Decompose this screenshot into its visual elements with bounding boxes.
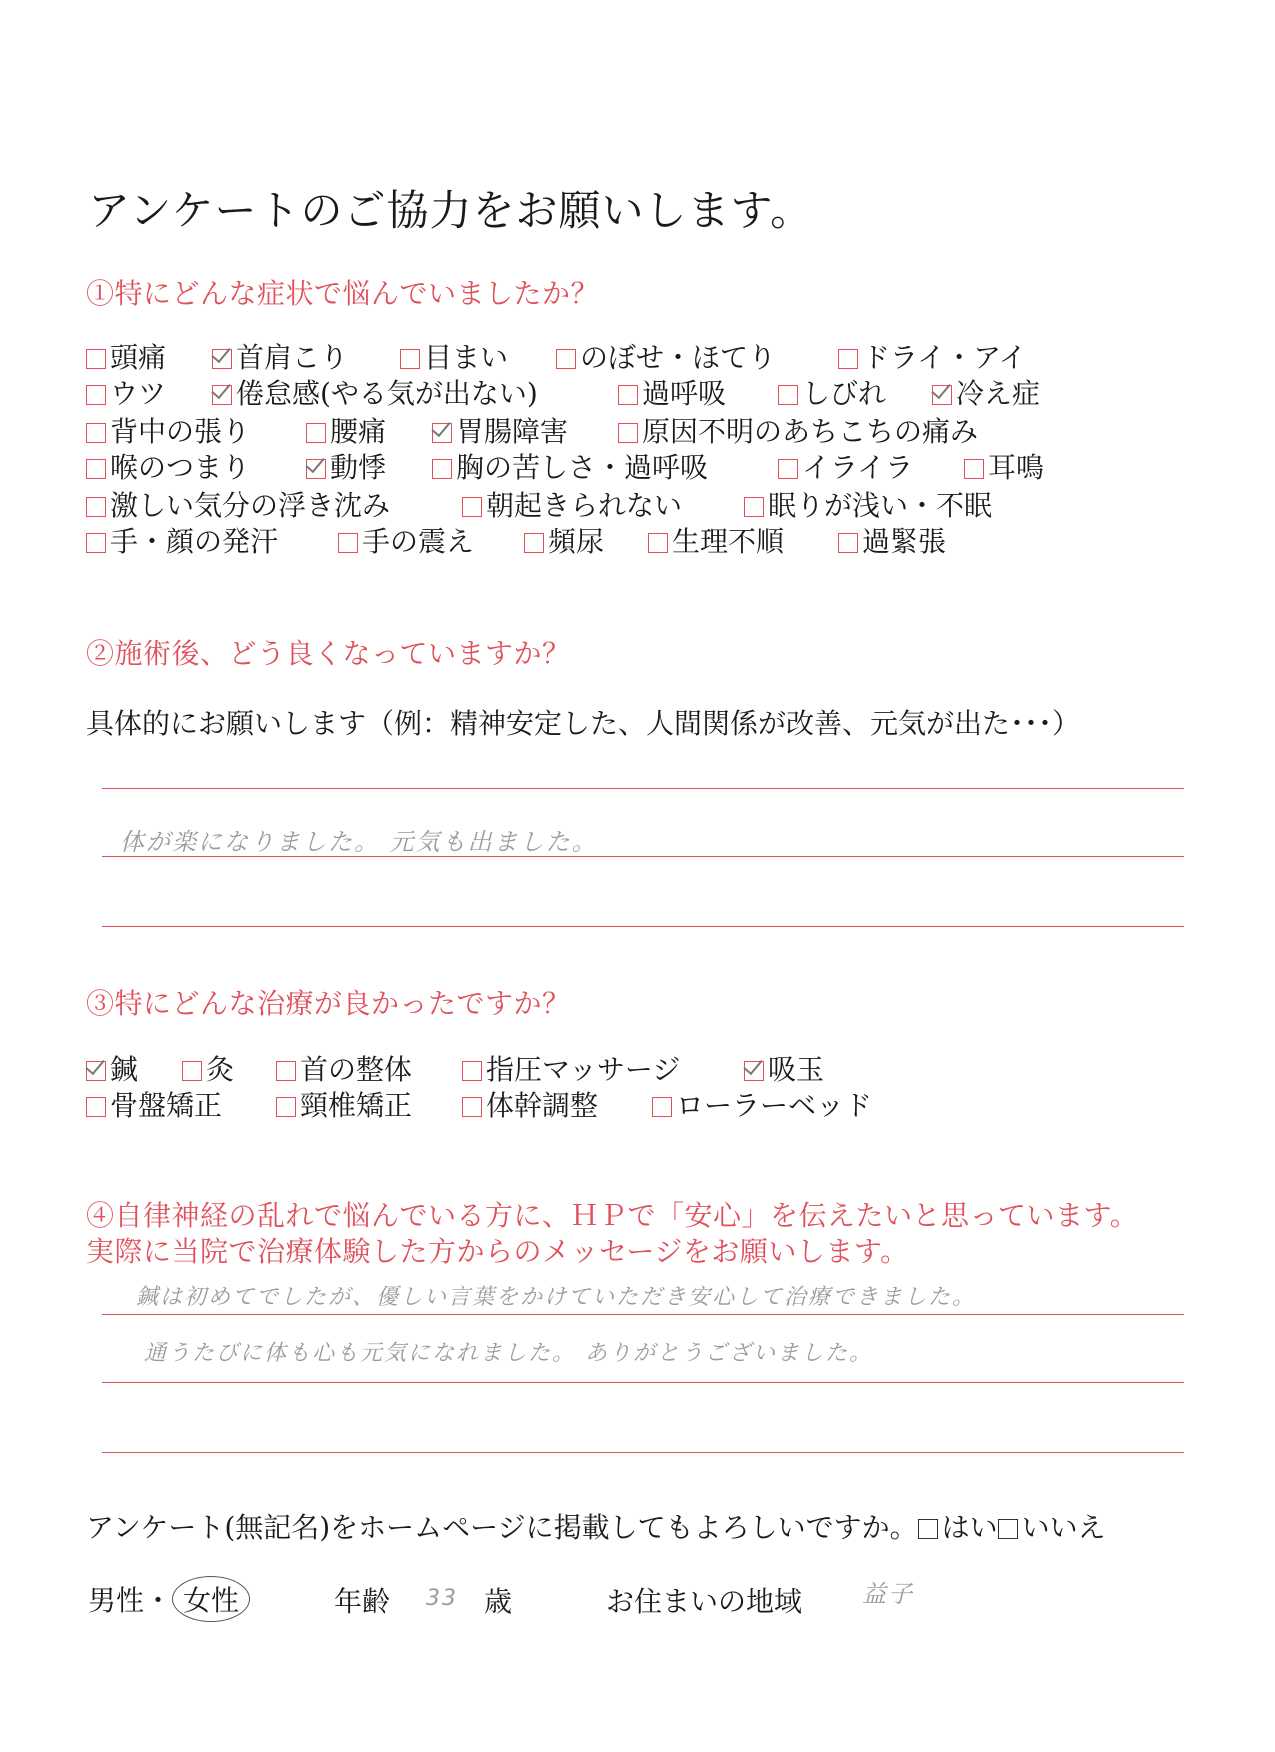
- checkbox-icon[interactable]: [932, 385, 952, 405]
- checkbox-icon[interactable]: [86, 1061, 106, 1081]
- checkbox-icon[interactable]: [462, 497, 482, 517]
- treatment-option[interactable]: [744, 1052, 824, 1088]
- gender-male[interactable]: 男性: [88, 1584, 145, 1617]
- checkbox-icon[interactable]: [86, 423, 106, 443]
- checkbox-icon[interactable]: [652, 1097, 672, 1117]
- symptom-option-label: 背中の張り: [110, 415, 251, 448]
- answer-line: [102, 1452, 1184, 1453]
- checkbox-icon[interactable]: [462, 1061, 482, 1081]
- symptom-option[interactable]: [86, 488, 390, 524]
- answer-line: [102, 788, 1184, 789]
- area-value[interactable]: 益子: [862, 1580, 914, 1608]
- symptom-option-label: 動悸: [330, 451, 387, 484]
- symptom-option[interactable]: [306, 414, 386, 450]
- q4-answer-line2[interactable]: 通うたびに体も心も元気になれました。 ありがとうございました。: [144, 1341, 873, 1366]
- checkbox-icon[interactable]: [182, 1061, 202, 1081]
- treatment-option[interactable]: [86, 1052, 138, 1088]
- treatment-option-label: ローラーベッド: [676, 1089, 873, 1122]
- checkbox-icon[interactable]: [432, 423, 452, 443]
- q2-instruction: 具体的にお願いします（例：精神安定した、人間関係が改善、元気が出た･･･）: [86, 707, 1081, 740]
- checkbox-icon[interactable]: [86, 497, 106, 517]
- answer-line: [102, 856, 1184, 857]
- treatment-option[interactable]: [462, 1088, 598, 1124]
- symptom-option[interactable]: [400, 340, 508, 376]
- age-value[interactable]: 33: [426, 1586, 458, 1611]
- consent-yes-label: はい: [941, 1511, 998, 1544]
- symptom-option-label: 冷え症: [956, 377, 1041, 410]
- consent-no-checkbox[interactable]: [998, 1519, 1018, 1539]
- gender-field: [88, 1576, 250, 1622]
- symptom-option[interactable]: [86, 414, 250, 450]
- symptom-option-label: 原因不明のあちこちの痛み: [642, 415, 979, 448]
- checkbox-icon[interactable]: [964, 459, 984, 479]
- checkbox-icon[interactable]: [212, 385, 232, 405]
- checkbox-icon[interactable]: [556, 349, 576, 369]
- treatment-option[interactable]: [462, 1052, 680, 1088]
- symptom-option[interactable]: [462, 488, 682, 524]
- symptom-option[interactable]: [86, 450, 250, 486]
- symptom-option-label: 朝起きられない: [486, 489, 683, 522]
- age-label: 年齢: [334, 1585, 391, 1618]
- q1-heading: ①特にどんな症状で悩んでいましたか？: [86, 277, 600, 310]
- symptom-option[interactable]: [778, 376, 886, 412]
- checkbox-icon[interactable]: [86, 1097, 106, 1117]
- answer-line: [102, 1382, 1184, 1383]
- checkbox-icon[interactable]: [778, 385, 798, 405]
- checkbox-icon[interactable]: [276, 1097, 296, 1117]
- checkbox-icon[interactable]: [618, 385, 638, 405]
- checkbox-icon[interactable]: [338, 533, 358, 553]
- checkbox-icon[interactable]: [86, 385, 106, 405]
- checkbox-icon[interactable]: [838, 533, 858, 553]
- treatment-option-label: 頸椎矯正: [300, 1089, 413, 1122]
- checkbox-icon[interactable]: [86, 533, 106, 553]
- symptom-option[interactable]: [618, 414, 978, 450]
- symptom-option[interactable]: [338, 524, 474, 560]
- checkbox-icon[interactable]: [276, 1061, 296, 1081]
- symptom-option-label: のぼせ・ほてり: [580, 341, 777, 374]
- symptom-option-label: 胸の苦しさ・過呼吸: [456, 451, 709, 484]
- checkbox-icon[interactable]: [778, 459, 798, 479]
- checkbox-icon[interactable]: [462, 1097, 482, 1117]
- q4-heading-line1: ④自律神経の乱れで悩んでいる方に、ＨＰで「安心」を伝えたいと思っています。: [86, 1199, 1139, 1232]
- symptom-option[interactable]: [648, 524, 784, 560]
- consent-row: [86, 1506, 1106, 1546]
- symptom-option[interactable]: [556, 340, 776, 376]
- checkbox-icon[interactable]: [306, 459, 326, 479]
- symptom-option[interactable]: [932, 376, 1040, 412]
- symptom-option[interactable]: [86, 524, 278, 560]
- symptom-option-label: 手の震え: [362, 525, 475, 558]
- checkbox-icon[interactable]: [86, 349, 106, 369]
- symptom-option-label: 目まい: [424, 341, 509, 374]
- treatment-option-label: 首の整体: [300, 1053, 413, 1086]
- checkbox-icon[interactable]: [86, 459, 106, 479]
- q4-answer-line1[interactable]: 鍼は初めてでしたが、優しい言葉をかけていただき安心して治療できました。: [136, 1285, 977, 1310]
- treatment-option-label: 灸: [206, 1053, 235, 1086]
- q4-heading-line2: 実際に当院で治療体験した方からのメッセージをお願いします。: [86, 1235, 909, 1268]
- symptom-option[interactable]: [86, 340, 166, 376]
- symptom-option-label: 頻尿: [548, 525, 605, 558]
- q3-heading: ③特にどんな治療が良かったですか？: [86, 987, 571, 1020]
- area-label: お住まいの地域: [606, 1585, 803, 1618]
- treatment-option[interactable]: [652, 1088, 872, 1124]
- checkbox-icon[interactable]: [838, 349, 858, 369]
- treatment-option-label: 吸玉: [768, 1053, 825, 1086]
- symptom-option[interactable]: [618, 376, 726, 412]
- symptom-option-label: 激しい気分の浮き沈み: [110, 489, 391, 522]
- symptom-option-label: 過呼吸: [642, 377, 727, 410]
- symptom-option-label: イライラ: [802, 451, 914, 484]
- symptom-option-label: 眠りが浅い・不眠: [768, 489, 993, 522]
- symptom-option[interactable]: [306, 450, 386, 486]
- checkbox-icon[interactable]: [306, 423, 326, 443]
- symptom-option[interactable]: [964, 450, 1044, 486]
- q2-heading: ②施術後、どう良くなっていますか？: [86, 637, 571, 670]
- symptom-option-label: ウツ: [110, 377, 167, 410]
- symptom-option-label: 手・顔の発汗: [110, 525, 279, 558]
- symptom-option-label: 首肩こり: [236, 341, 349, 374]
- answer-line: [102, 1314, 1184, 1315]
- symptom-option-label: 頭痛: [110, 341, 167, 374]
- symptom-option-label: 耳鳴: [988, 451, 1045, 484]
- answer-line: [102, 926, 1184, 927]
- checkbox-icon[interactable]: [648, 533, 668, 553]
- checkbox-icon[interactable]: [432, 459, 452, 479]
- gender-female-selected[interactable]: 女性: [172, 1576, 250, 1622]
- symptom-option-label: ドライ・アイ: [862, 341, 1027, 374]
- checkbox-icon[interactable]: [400, 349, 420, 369]
- gender-separator: ・: [144, 1584, 173, 1617]
- q2-answer[interactable]: 体が楽になりました。 元気も出ました。: [120, 828, 598, 856]
- symptom-option[interactable]: [524, 524, 604, 560]
- treatment-option[interactable]: [276, 1088, 412, 1124]
- symptom-option[interactable]: [838, 340, 1027, 376]
- consent-yes-checkbox[interactable]: [918, 1519, 938, 1539]
- page-title: アンケートのご協力をお願いします。: [88, 186, 814, 235]
- consent-no-label: いいえ: [1021, 1511, 1106, 1544]
- symptom-option[interactable]: [212, 376, 538, 412]
- symptom-option-label: 過緊張: [862, 525, 947, 558]
- symptom-option-label: 喉のつまり: [110, 451, 251, 484]
- symptom-option[interactable]: [744, 488, 992, 524]
- checkbox-icon[interactable]: [618, 423, 638, 443]
- symptom-option[interactable]: [432, 450, 708, 486]
- treatment-option-label: 鍼: [110, 1053, 139, 1086]
- treatment-option[interactable]: [182, 1052, 234, 1088]
- symptom-option[interactable]: [778, 450, 913, 486]
- checkbox-icon[interactable]: [524, 533, 544, 553]
- treatment-option-label: 指圧マッサージ: [486, 1053, 681, 1086]
- symptom-option-label: 生理不順: [672, 525, 785, 558]
- symptom-option[interactable]: [86, 376, 166, 412]
- checkbox-icon[interactable]: [744, 497, 764, 517]
- treatment-option[interactable]: [86, 1088, 222, 1124]
- symptom-option[interactable]: [212, 340, 348, 376]
- treatment-option-label: 骨盤矯正: [110, 1089, 223, 1122]
- age-unit: 歳: [484, 1585, 513, 1618]
- symptom-option-label: 倦怠感(やる気が出ない): [236, 377, 538, 410]
- symptom-option-label: 腰痛: [330, 415, 387, 448]
- treatment-option-label: 体幹調整: [486, 1089, 599, 1122]
- treatment-option[interactable]: [276, 1052, 412, 1088]
- symptom-option-label: しびれ: [802, 377, 887, 410]
- checkbox-icon[interactable]: [744, 1061, 764, 1081]
- symptom-option[interactable]: [838, 524, 946, 560]
- symptom-option[interactable]: [432, 414, 568, 450]
- consent-question: アンケート(無記名)をホームページに掲載してもよろしいですか。: [86, 1511, 918, 1544]
- symptom-option-label: 胃腸障害: [456, 415, 569, 448]
- checkbox-icon[interactable]: [212, 349, 232, 369]
